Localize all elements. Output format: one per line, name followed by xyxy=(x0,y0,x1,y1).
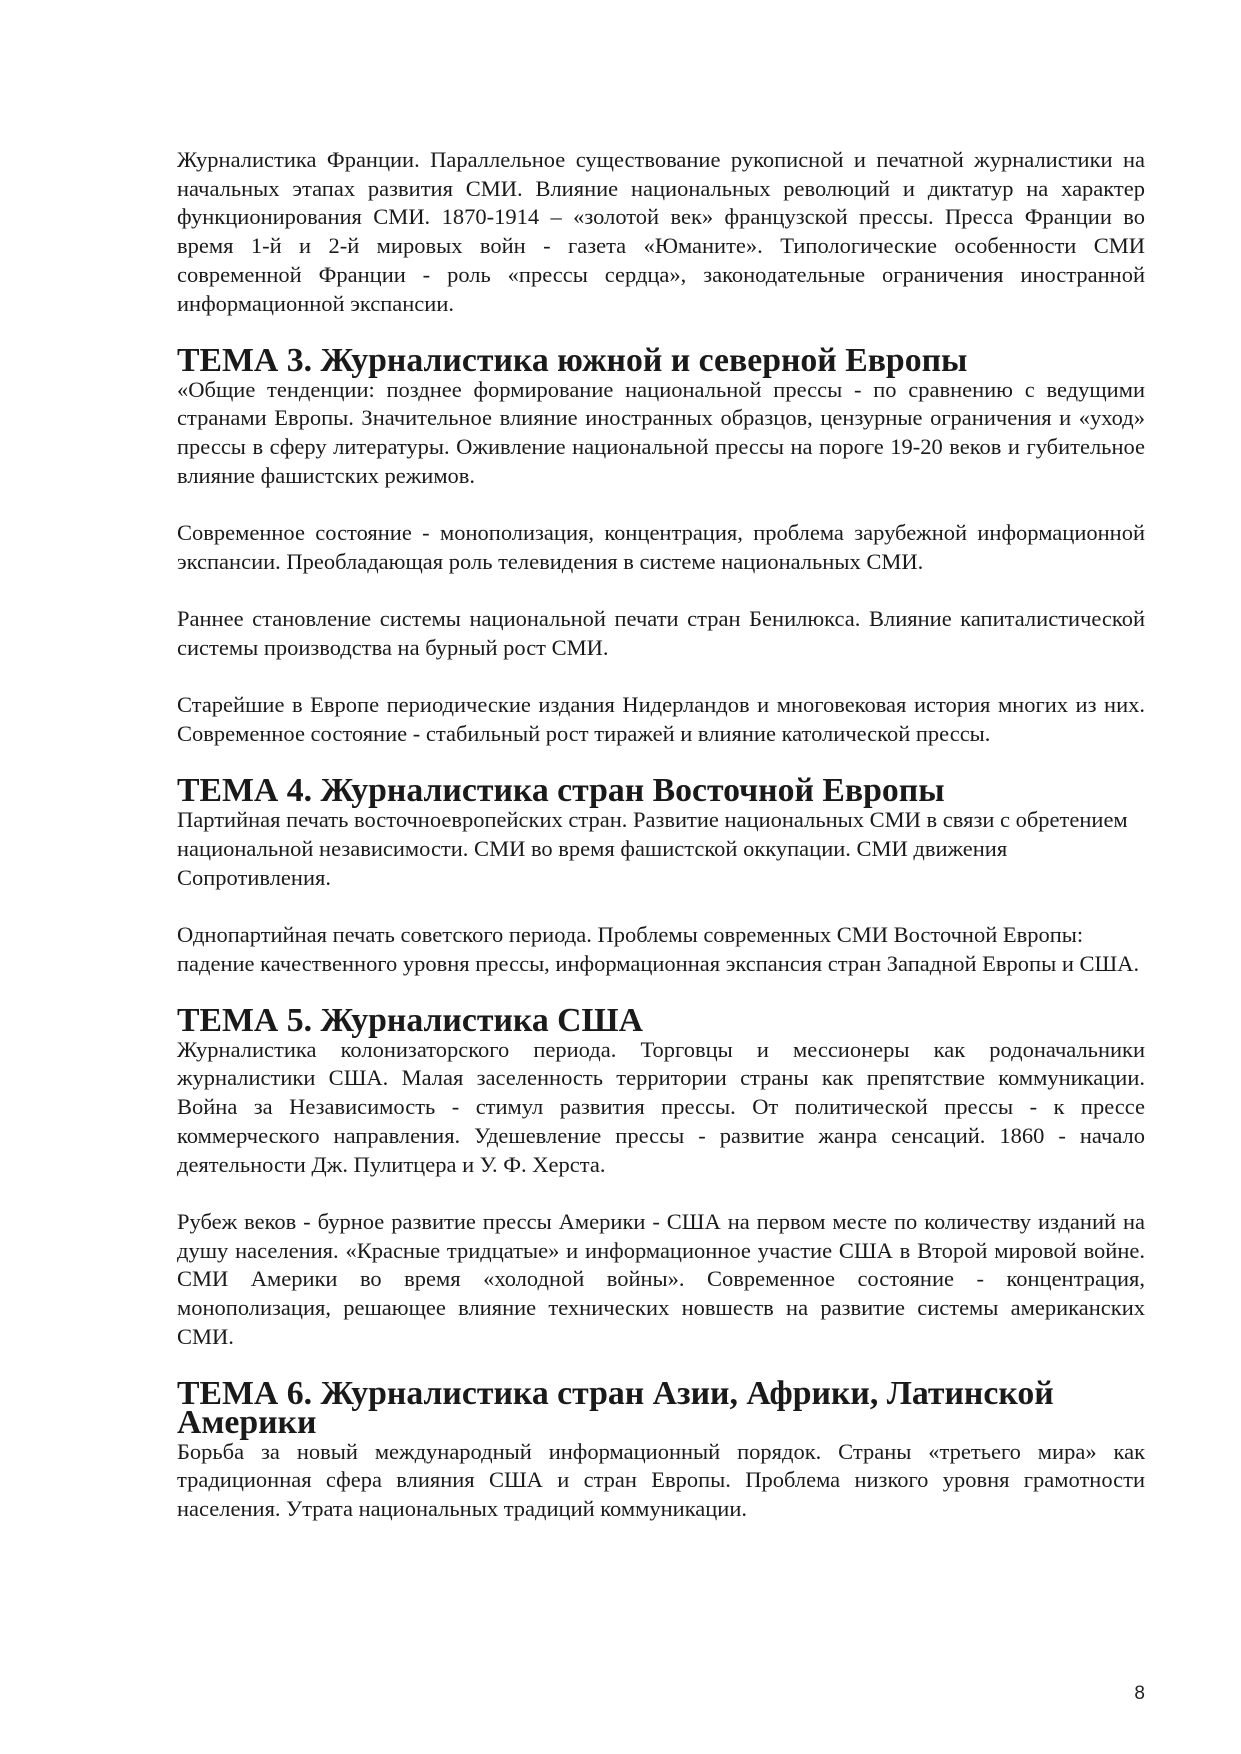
paragraph: Борьба за новый международный информационный порядок. Страны «третьего мира» как традиционная сфера влияния США и стран Европы. Проблема низкого уровня грамотности населения. Утрата национальных традиций коммуникации. xyxy=(177,1438,1145,1521)
section-heading-topic-4: ТЕМА 4. Журналистика стран Восточной Европы xyxy=(177,772,945,810)
paragraph: Журналистика колонизаторского периода. Торговцы и мессионеры как родоначальники журналистики США. Малая заселенность территории страны как препятствие коммуникации. Война за Независимость - стимул развития прессы. От политической прессы - к прессе коммерческого направления. Удешевление прессы - развитие жанра сенсаций. 1860 - начало деятельности Дж. Пулитцера и У. Ф. Херста. xyxy=(177,1036,1145,1177)
paragraph: Современное состояние - монополизация, концентрация, проблема зарубежной информационной экспансии. Преобладающая роль телевидения в системе национальных СМИ. xyxy=(177,520,1145,574)
section-topic-3 xyxy=(177,341,1145,749)
document-page xyxy=(177,146,1145,1524)
paragraph: Однопартийная печать советского периода. Проблемы современных СМИ Восточной Европы: падение качественного уровня прессы, информационная экспансия стран Западной Европы и США. xyxy=(177,921,1140,976)
section-topic-4 xyxy=(177,772,1145,978)
paragraph: Рубеж веков - бурное развитие прессы Америки - США на первом месте по количеству изданий на душу населения. «Красные тридцатые» и информационное участие США в Второй мировой войне. СМИ Америки во время «холодной войны». Современное состояние - концентрация, монополизация, решающее влияние технических новшеств на развитие системы американских СМИ. xyxy=(177,1208,1145,1349)
spacer xyxy=(177,1179,1145,1208)
spacer xyxy=(177,892,1145,921)
page-number: 8 xyxy=(1134,1683,1145,1704)
paragraph: Партийная печать восточноевропейских стран. Развитие национальных СМИ в связи с обретением национальной независимости. СМИ во время фашистской оккупации. СМИ движения Сопротивления. xyxy=(177,807,1128,890)
section-heading-topic-6: ТЕМА 6. Журналистика стран Азии, Африки, Латинской Америки xyxy=(177,1375,1054,1441)
paragraph: «Общие тенденции: позднее формирование национальной прессы - по сравнению с ведущими странами Европы. Значительное влияние иностранных образцов, цензурные ограничения и «уход» прессы в сферу литературы. Оживление национальной прессы на пороге 19-20 веков и губительное влияние фашистских режимов. xyxy=(177,376,1145,488)
section-topic-6 xyxy=(177,1375,1145,1524)
intro-paragraph: Журналистика Франции. Параллельное существование рукописной и печатной журналистики на начальных этапах развития СМИ. Влияние национальных революций и диктатур на характер функционирования СМИ. 1870-1914 – «золотой век» французской прессы. Пресса Франции во время 1-й и 2-й мировых войн - газета «Юманите». Типологические особенности СМИ современной Франции - роль «прессы сердца», законодательные ограничения иностранной информационной экспансии. xyxy=(177,147,1145,316)
spacer xyxy=(177,490,1145,519)
paragraph: Старейшие в Европе периодические издания Нидерландов и многовековая история многих из них. Современное состояние - стабильный рост тиражей и влияние католической прессы. xyxy=(177,692,1145,746)
spacer xyxy=(177,663,1145,692)
section-topic-5 xyxy=(177,1001,1145,1351)
section-heading-topic-3: ТЕМА 3. Журналистика южной и северной Европы xyxy=(177,341,968,379)
spacer xyxy=(177,577,1145,606)
section-heading-topic-5: ТЕМА 5. Журналистика США xyxy=(177,1001,643,1039)
paragraph: Раннее становление системы национальной печати стран Бенилюкса. Влияние капиталистической системы производства на бурный рост СМИ. xyxy=(177,606,1145,660)
